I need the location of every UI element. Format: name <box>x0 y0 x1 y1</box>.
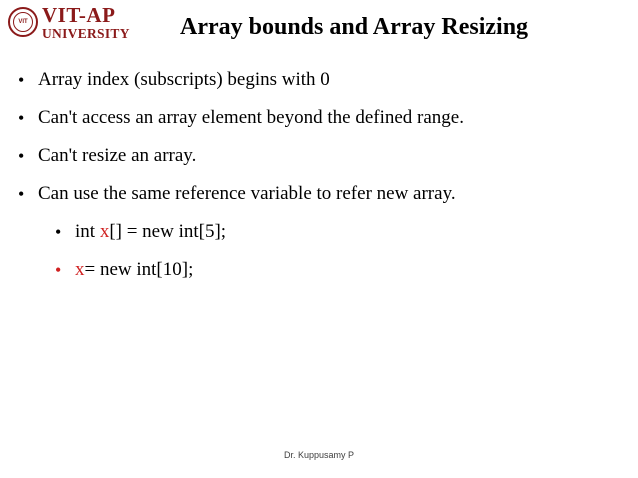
seal-text: VIT <box>13 12 33 32</box>
code-text: = new int[10]; <box>84 259 194 280</box>
bullet-dot-icon: • <box>18 184 25 204</box>
bullet-text: Can't resize an array. <box>38 145 197 166</box>
bullet-dot-icon: • <box>18 108 25 128</box>
code-line <box>75 258 193 282</box>
sub-bullet-item <box>18 220 464 258</box>
code-line <box>75 220 226 244</box>
bullet-list <box>18 68 464 296</box>
slide-title: Array bounds and Array Resizing <box>180 14 529 40</box>
logo-line2: UNIVERSITY <box>42 26 130 41</box>
university-seal-icon <box>8 7 38 37</box>
code-text: int <box>75 221 100 242</box>
bullet-item <box>18 182 464 220</box>
bullet-dot-icon: • <box>55 222 62 242</box>
bullet-dot-icon: • <box>18 146 25 166</box>
logo-wordmark <box>42 5 130 41</box>
bullet-item <box>18 144 464 182</box>
footer-author: Dr. Kuppusamy P <box>283 450 355 460</box>
bullet-dot-icon: • <box>18 70 25 90</box>
university-logo <box>8 3 130 44</box>
code-text: [] = new int[5]; <box>109 221 227 242</box>
bullet-dot-icon: • <box>55 260 62 280</box>
logo-line1: VIT-AP <box>42 3 116 27</box>
bullet-text: Can use the same reference variable to refer new array. <box>38 183 456 204</box>
highlighted-variable: x <box>99 221 110 242</box>
bullet-text: Array index (subscripts) begins with 0 <box>38 69 330 90</box>
bullet-item <box>18 68 464 106</box>
sub-bullet-item <box>18 258 464 296</box>
bullet-item <box>18 106 464 144</box>
bullet-text: Can't access an array element beyond the defined range. <box>38 107 464 128</box>
highlighted-variable: x <box>75 259 85 280</box>
